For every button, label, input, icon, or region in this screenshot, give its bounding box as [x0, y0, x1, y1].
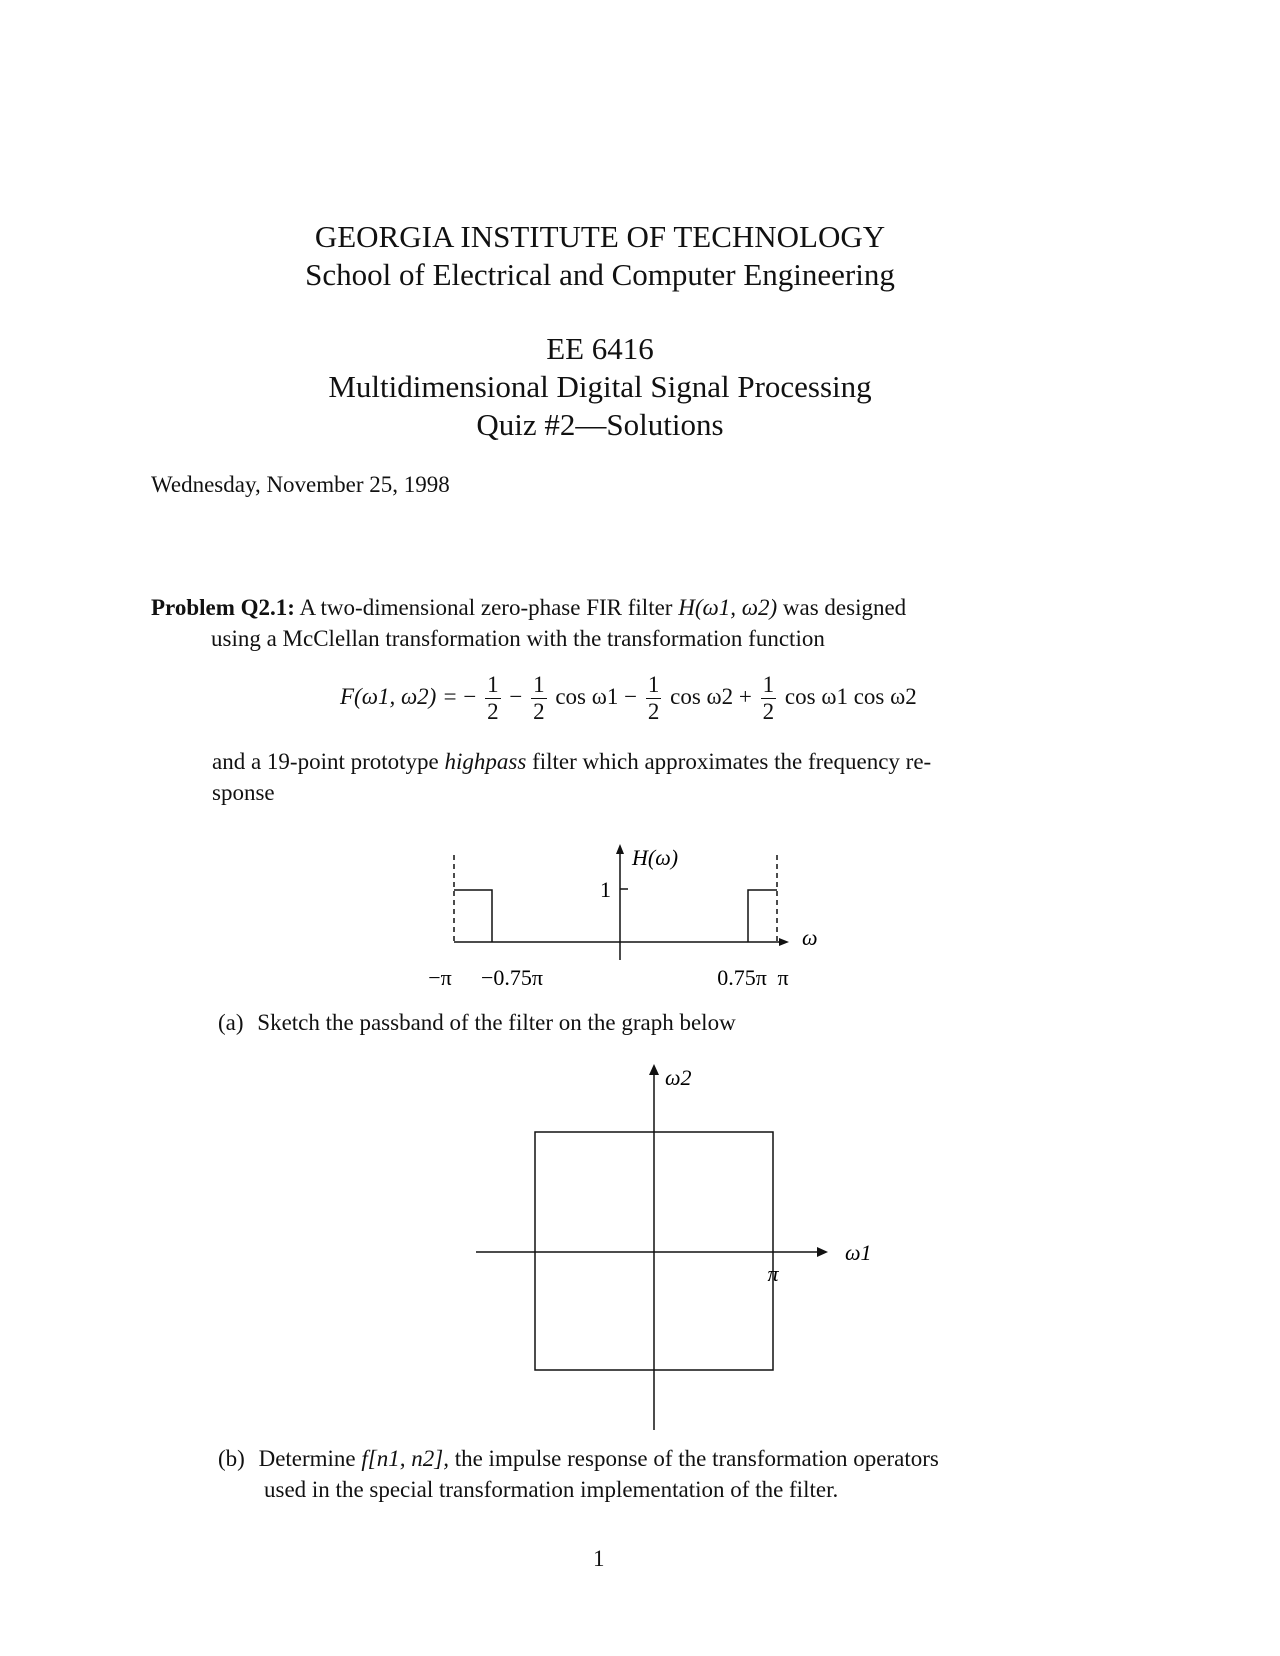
- page-number: 1: [593, 1546, 605, 1571]
- tick-pos-pi: π: [777, 965, 789, 990]
- equation-term2: cos ω2 +: [670, 683, 752, 709]
- course-name: Multidimensional Digital Signal Processing: [328, 369, 872, 404]
- problem-intro-line2: using a McClellan transformation with the transformation function: [211, 626, 825, 651]
- part-b: [218, 1443, 1078, 1505]
- fraction-num: 1: [762, 672, 775, 697]
- filter-symbol: H(ω1, ω2): [678, 595, 778, 620]
- equation-term3: cos ω1 cos ω2: [784, 683, 917, 709]
- prototype-response-plot: [390, 835, 850, 995]
- fraction-half: [485, 672, 501, 725]
- tick-neg-pi: −π: [428, 965, 452, 990]
- quiz-title: Quiz #2—Solutions: [476, 407, 724, 442]
- x-axis-label: ω: [802, 925, 818, 950]
- fraction-num: 1: [647, 672, 660, 697]
- problem-label: Problem Q2.1:: [151, 595, 295, 620]
- school-name: School of Electrical and Computer Engineering: [305, 257, 895, 292]
- tick-neg-075pi: −0.75π: [480, 965, 544, 990]
- part-b-label: (b): [218, 1446, 245, 1471]
- w1-axis-arrow: [817, 1247, 828, 1257]
- fraction-den: 2: [533, 699, 545, 724]
- part-a-label: (a): [218, 1010, 244, 1035]
- w2-axis-arrow: [649, 1064, 659, 1075]
- pi-tick-label: π: [767, 1261, 779, 1286]
- x-axis-arrow: [779, 938, 789, 946]
- problem-intro-1: A two-dimensional zero-phase FIR filter: [299, 595, 673, 620]
- part-a: [218, 1007, 736, 1038]
- part-b-text-2: the impulse response of the transformation operators: [454, 1446, 939, 1471]
- response-description: [212, 746, 1062, 808]
- highpass-word: highpass: [444, 749, 527, 774]
- fraction-num: 1: [533, 672, 545, 697]
- fraction-half: [646, 672, 662, 725]
- part-a-text: Sketch the passband of the filter on the graph below: [257, 1010, 736, 1035]
- fraction-den: 2: [762, 699, 775, 724]
- equation-term1: cos ω1 −: [555, 683, 638, 709]
- equation-lhs: F(ω1, ω2) =: [340, 683, 458, 709]
- part-b-text-3: used in the special transformation implementation of the filter.: [264, 1477, 839, 1502]
- w2-label: ω2: [665, 1065, 692, 1090]
- y-axis-label: H(ω): [632, 845, 679, 870]
- fraction-half: [761, 672, 777, 725]
- w1-label: ω1: [845, 1240, 872, 1265]
- fraction-den: 2: [647, 699, 660, 724]
- left-passband: [454, 890, 492, 942]
- transformation-equation: [340, 672, 917, 725]
- passband-sketch-plot: [460, 1055, 880, 1440]
- response-text-2: filter which approximates the frequency re-: [532, 749, 932, 774]
- problem-intro-2: was designed: [782, 595, 907, 620]
- course-code: EE 6416: [546, 331, 654, 366]
- fraction-half: [531, 672, 547, 725]
- part-b-text-1: Determine: [258, 1446, 356, 1471]
- fraction-num: 1: [487, 672, 499, 697]
- impulse-response-symbol: f[n1, n2],: [361, 1446, 449, 1471]
- equation-op: −: [509, 683, 523, 709]
- right-passband: [748, 890, 777, 942]
- quiz-date: Wednesday, November 25, 1998: [151, 472, 450, 497]
- y-axis-arrow: [616, 844, 624, 854]
- response-text-1: and a 19-point prototype: [212, 749, 439, 774]
- institution-name: GEORGIA INSTITUTE OF TECHNOLOGY: [314, 219, 886, 254]
- fraction-den: 2: [487, 699, 499, 724]
- y-tick-label: 1: [600, 877, 611, 902]
- tick-pos-075pi: 0.75π: [717, 965, 767, 990]
- response-text-3: sponse: [212, 780, 275, 805]
- equation-minus: −: [463, 683, 477, 709]
- problem-statement: [151, 592, 1051, 654]
